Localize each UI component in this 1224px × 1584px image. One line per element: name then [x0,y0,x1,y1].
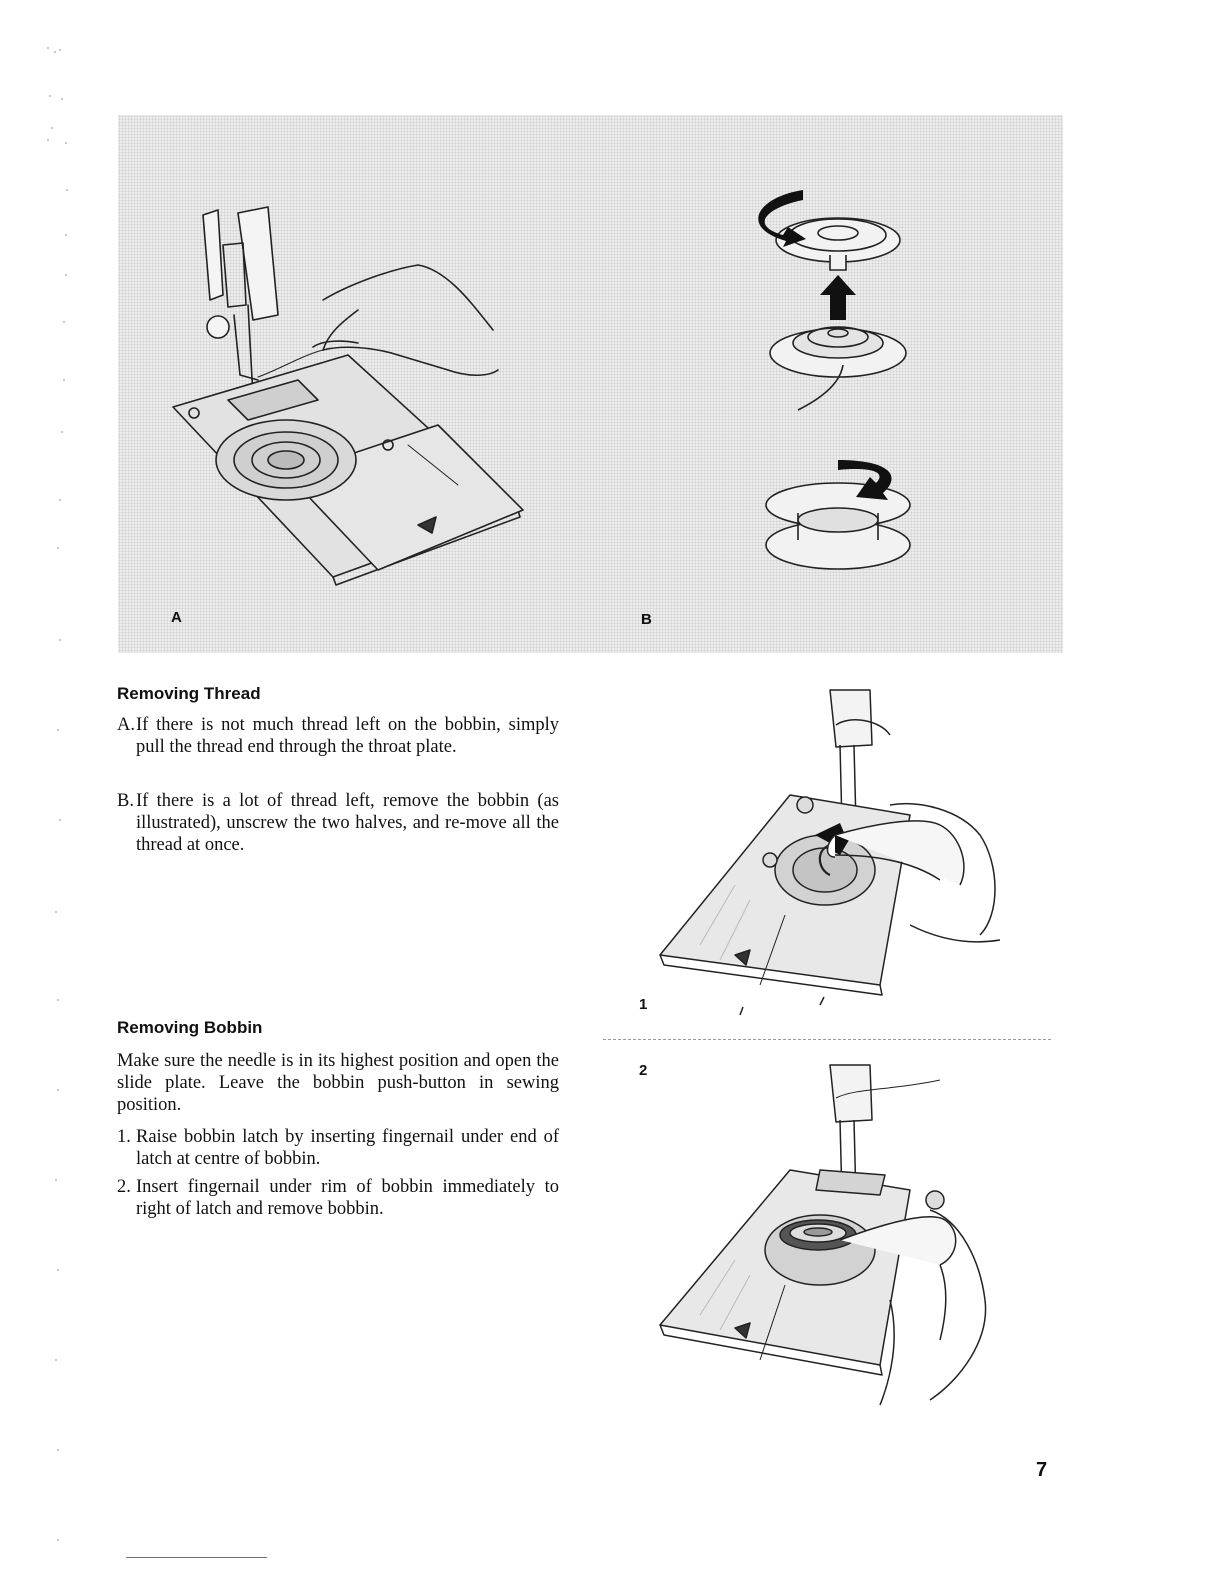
thread-item-a [117,714,559,758]
footer-rule [126,1557,267,1558]
illustration-b-bobbin-halves [118,115,1063,653]
removing-bobbin-heading: Removing Bobbin [117,1018,263,1037]
illustration-1-raise-latch [640,685,1040,1015]
figure-separator [603,1039,1051,1040]
bobbin-intro-paragraph: Make sure the needle is in its highest position and open the slide plate. Leave the bobbin push-button in sewing position. [117,1051,559,1115]
figure-label-b: B [641,611,652,628]
figure-label-a: A [171,609,182,626]
page-number: 7 [1036,1459,1048,1481]
top-illustration-panel [118,115,1063,653]
item-text: If there is a lot of thread left, remove the bobbin (as illustrated), unscrew the two halves, and re-move all the thread at once. [136,791,559,855]
step-marker: 1. [117,1127,131,1147]
step-marker: 2. [117,1177,131,1197]
figure-number-2: 2 [639,1062,648,1079]
item-marker: B. [117,791,134,811]
bobbin-step-1 [117,1126,559,1170]
item-marker: A. [117,715,135,735]
illustration-2-remove-bobbin [640,1060,1040,1410]
removing-thread-heading: Removing Thread [117,684,261,703]
step-text: Insert fingernail under rim of bobbin immediately to right of latch and remove bobbin. [136,1177,559,1219]
thread-item-b [117,790,559,856]
margin-scan-marks [0,0,90,1584]
bobbin-step-2 [117,1176,559,1220]
step-text: Raise bobbin latch by inserting fingernail under end of latch at centre of bobbin. [136,1127,559,1169]
figure-number-1: 1 [639,996,648,1013]
item-text: If there is not much thread left on the bobbin, simply pull the thread end through the throat plate. [136,715,559,757]
